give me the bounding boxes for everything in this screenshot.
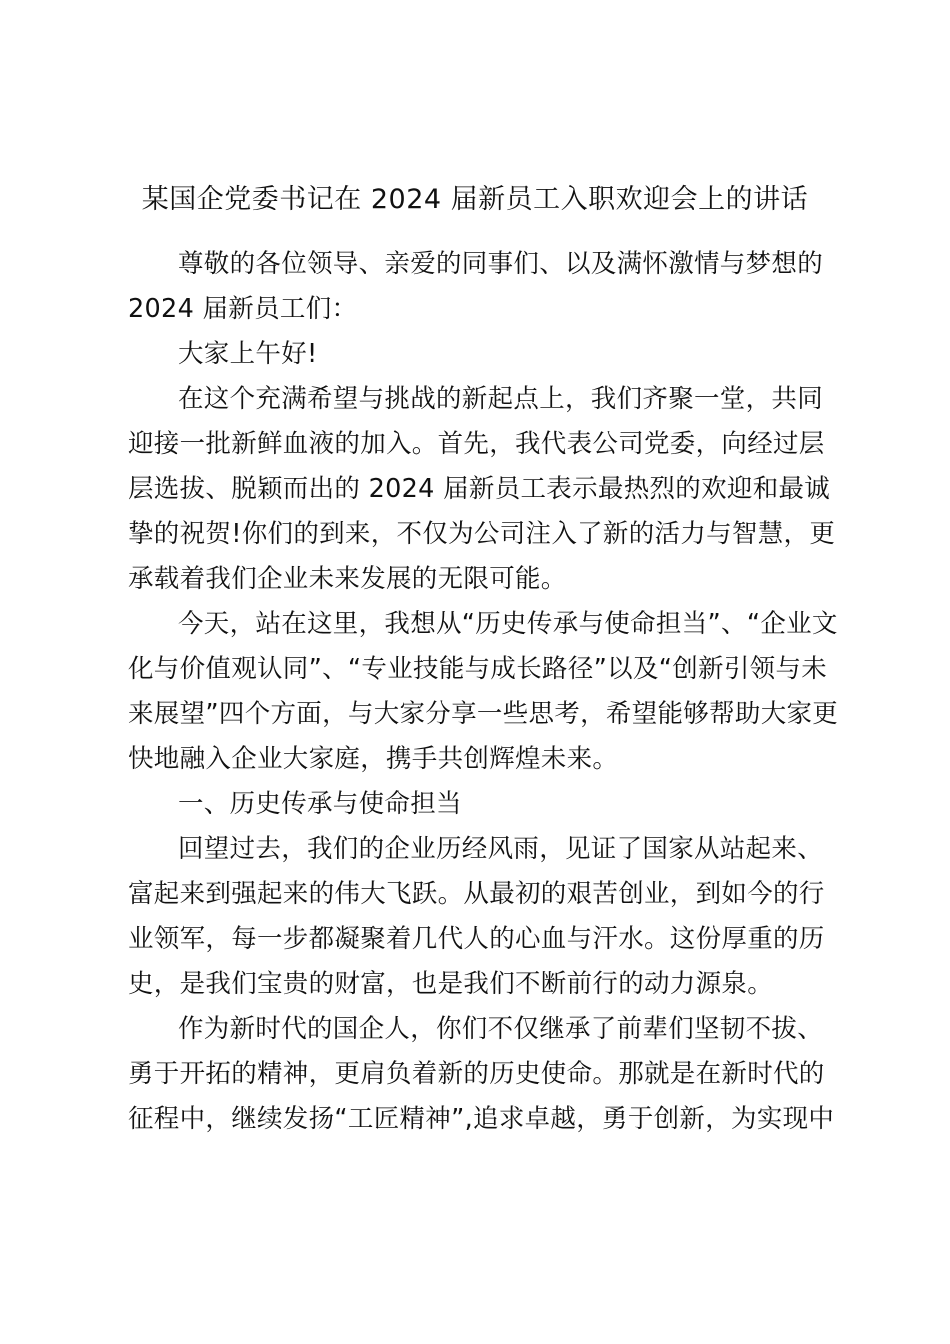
text-line: 来展望”四个方面，与大家分享一些思考，希望能够帮助大家更	[128, 699, 839, 729]
text-line: 今天，站在这里，我想从“历史传承与使命担当”、“企业文	[178, 609, 838, 639]
text-line: 化与价值观认同”、“专业技能与成长路径”以及“创新引领与未	[128, 654, 828, 684]
text-line: 作为新时代的国企人，你们不仅继承了前辈们坚韧不拔、	[178, 1014, 824, 1044]
text-line: 2024 届新员工们：	[128, 294, 358, 324]
document-title: 某国企党委书记在 2024 届新员工入职欢迎会上的讲话	[141, 184, 809, 215]
text-line: 层选拔、脱颖而出的 2024 届新员工表示最热烈的欢迎和最诚	[128, 474, 831, 504]
text-line: 业领军，每一步都凝聚着几代人的心血与汗水。这份厚重的历	[128, 924, 825, 954]
text-line: 征程中，继续发扬“工匠精神”,追求卓越，勇于创新，为实现中	[128, 1104, 835, 1134]
text-line: 尊敬的各位领导、亲爱的同事们、以及满怀激情与梦想的	[178, 249, 824, 279]
text-line: 挚的祝贺!你们的到来，不仅为公司注入了新的活力与智慧，更	[128, 519, 836, 549]
text-line: 快地融入企业大家庭，携手共创辉煌未来。	[128, 744, 619, 774]
text-line: 回望过去，我们的企业历经风雨，见证了国家从站起来、	[178, 834, 824, 864]
text-line: 富起来到强起来的伟大飞跃。从最初的艰苦创业，到如今的行	[128, 879, 825, 909]
text-line: 承载着我们企业未来发展的无限可能。	[128, 564, 567, 594]
text-line: 大家上午好!	[178, 339, 318, 369]
section-heading: 一、历史传承与使命担当	[178, 789, 462, 819]
text-line: 在这个充满希望与挑战的新起点上，我们齐聚一堂，共同	[178, 384, 824, 414]
text-line: 勇于开拓的精神，更肩负着新的历史使命。那就是在新时代的	[128, 1059, 825, 1089]
text-line: 迎接一批新鲜血液的加入。首先，我代表公司党委，向经过层	[128, 429, 825, 459]
text-line: 史，是我们宝贵的财富，也是我们不断前行的动力源泉。	[128, 969, 774, 999]
